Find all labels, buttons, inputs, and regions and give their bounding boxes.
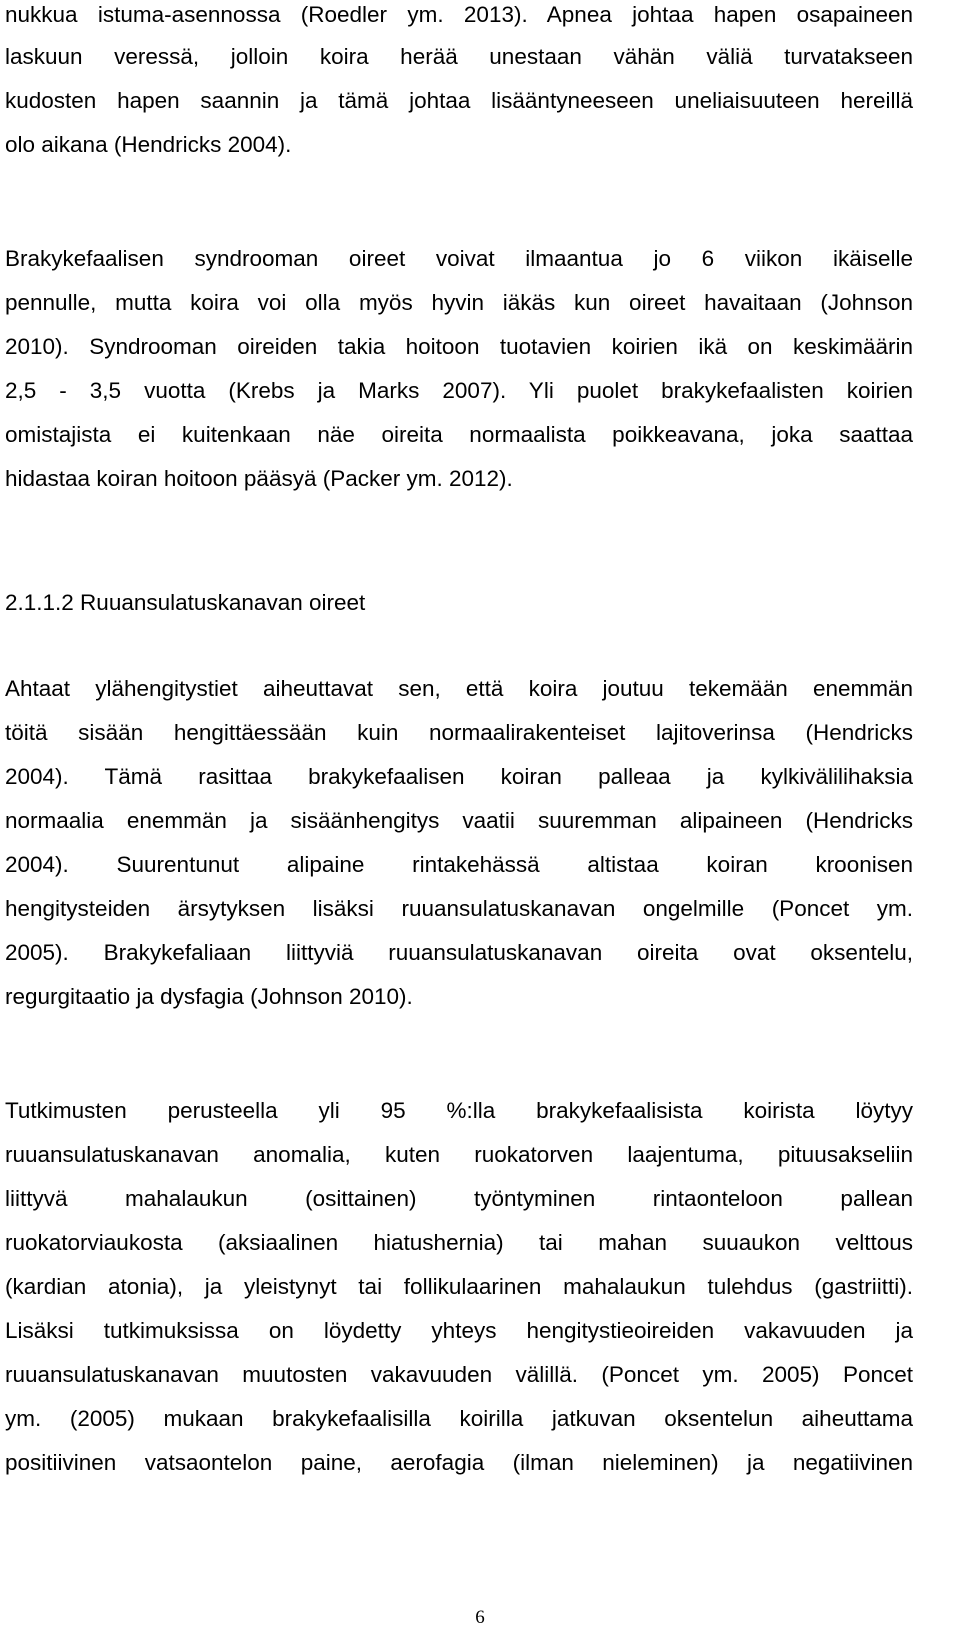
- paragraph-1-line-2: laskuun veressä, jolloin koira herää unestaan vähän väliä turvatakseen: [5, 44, 913, 69]
- paragraph-1-line-1: nukkua istuma-asennossa (Roedler ym. 2013). Apnea johtaa hapen osapaineen: [5, 2, 913, 27]
- paragraph-4-line-6: Lisäksi tutkimuksissa on löydetty yhteys hengitystieoireiden vakavuuden ja: [5, 1318, 913, 1343]
- paragraph-2-line-2: pennulle, mutta koira voi olla myös hyvin iäkäs kun oireet havaitaan (Johnson: [5, 290, 913, 315]
- paragraph-4-line-7: ruuansulatuskanavan muutosten vakavuuden välillä. (Poncet ym. 2005) Poncet: [5, 1362, 913, 1387]
- paragraph-4-line-3: liittyvä mahalaukun (osittainen) työntyminen rintaonteloon pallean: [5, 1186, 913, 1211]
- paragraph-4-line-9: positiivinen vatsaontelon paine, aerofagia (ilman nieleminen) ja negatiivinen: [5, 1450, 913, 1475]
- paragraph-3-line-5: 2004). Suurentunut alipaine rintakehässä altistaa koiran kroonisen: [5, 852, 913, 877]
- paragraph-1-line-3: kudosten hapen saannin ja tämä johtaa lisääntyneeseen uneliaisuuteen hereillä: [5, 88, 913, 113]
- paragraph-4-line-1: Tutkimusten perusteella yli 95 %:lla brakykefaalisista koirista löytyy: [5, 1098, 913, 1123]
- paragraph-4-line-2: ruuansulatuskanavan anomalia, kuten ruokatorven laajentuma, pituusakseliin: [5, 1142, 913, 1167]
- paragraph-3-line-1: Ahtaat ylähengitystiet aiheuttavat sen, että koira joutuu tekemään enemmän: [5, 676, 913, 701]
- paragraph-3-line-6: hengitysteiden ärsytyksen lisäksi ruuansulatuskanavan ongelmille (Poncet ym.: [5, 896, 913, 921]
- paragraph-1-line-4: olo aikana (Hendricks 2004).: [5, 132, 292, 157]
- paragraph-2-line-1: Brakykefaalisen syndrooman oireet voivat ilmaantua jo 6 viikon ikäiselle: [5, 246, 913, 271]
- paragraph-2-line-6: hidastaa koiran hoitoon pääsyä (Packer ym. 2012).: [5, 466, 513, 491]
- paragraph-4-line-4: ruokatorviaukosta (aksiaalinen hiatushernia) tai mahan suuaukon velttous: [5, 1230, 913, 1255]
- paragraph-2-line-3: 2010). Syndrooman oireiden takia hoitoon tuotavien koirien ikä on keskimäärin: [5, 334, 913, 359]
- paragraph-3-line-3: 2004). Tämä rasittaa brakykefaalisen koiran palleaa ja kylkivälilihaksia: [5, 764, 913, 789]
- section-heading: 2.1.1.2 Ruuansulatuskanavan oireet: [5, 590, 366, 615]
- paragraph-3-line-8: regurgitaatio ja dysfagia (Johnson 2010).: [5, 984, 413, 1009]
- paragraph-2-line-4: 2,5 - 3,5 vuotta (Krebs ja Marks 2007). Yli puolet brakykefaalisten koirien: [5, 378, 913, 403]
- paragraph-3-line-7: 2005). Brakykefaliaan liittyviä ruuansulatuskanavan oireita ovat oksentelu,: [5, 940, 913, 965]
- paragraph-3-line-4: normaalia enemmän ja sisäänhengitys vaatii suuremman alipaineen (Hendricks: [5, 808, 913, 833]
- paragraph-4-line-5: (kardian atonia), ja yleistynyt tai follikulaarinen mahalaukun tulehdus (gastriitti).: [5, 1274, 913, 1299]
- paragraph-2-line-5: omistajista ei kuitenkaan näe oireita normaalista poikkeavana, joka saattaa: [5, 422, 913, 447]
- page-number: 6: [475, 1607, 485, 1628]
- paragraph-4-line-8: ym. (2005) mukaan brakykefaalisilla koirilla jatkuvan oksentelun aiheuttama: [5, 1406, 913, 1431]
- paragraph-3-line-2: töitä sisään hengittäessään kuin normaalirakenteiset lajitoverinsa (Hendricks: [5, 720, 913, 745]
